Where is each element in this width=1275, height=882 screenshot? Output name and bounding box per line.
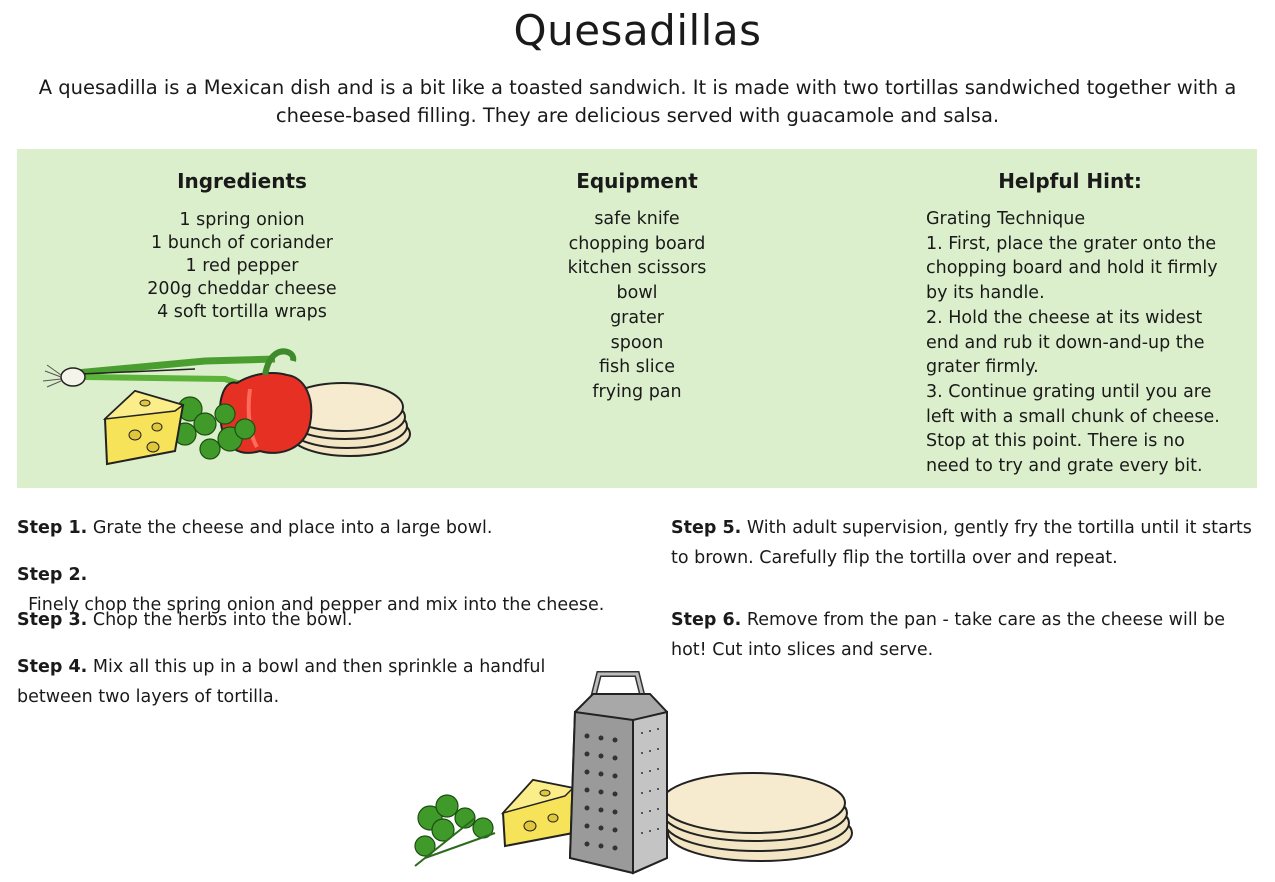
list-item: spoon [610,332,664,353]
hint-point: 2. Hold the cheese at its widest end and rub it down-and-up the grater firmly. [926,307,1205,378]
list-item: 1 bunch of coriander [151,233,333,253]
cheese-wedge-icon [105,391,183,464]
list-item: grater [610,307,664,328]
list-item: 1 spring onion [179,210,305,230]
list-item: 4 soft tortilla wraps [157,302,327,322]
ingredients-heading: Ingredients [177,169,307,193]
step-4: Step 4. Mix all this up in a bowl and then sprinkle a handful between two layers of tortilla. [17,657,546,707]
page-title: Quesadillas [513,6,762,55]
hint-heading: Helpful Hint: [998,169,1142,193]
step-3: Step 3. Chop the herbs into the bowl. [17,610,353,630]
intro-paragraph: A quesadilla is a Mexican dish and is a bit like a toasted sandwich. It is made with two tortillas sandwiched together with a cheese-based filling. They are delicious served with guacamole and salsa. [38,76,1237,127]
list-item: safe knife [594,209,680,229]
step-2: Step 2. Finely chop the spring onion and pepper and mix into the cheese. [17,565,605,615]
step-6: Step 6. Remove from the pan - take care as the cheese will be hot! Cut into slices and serve. [671,610,1225,660]
info-panel [17,149,1257,488]
coriander-icon [415,795,495,866]
hint-point: 3. Continue grating until you are left with a small chunk of cheese. Stop at this point. There is no need to try and grate every bit. [926,381,1220,477]
tortilla-stack-icon [661,773,852,861]
list-item: kitchen scissors [567,258,707,279]
hint-point: 1. First, place the grater onto the chopping board and hold it firmly by its handle. [926,233,1218,304]
equipment-illustration [405,668,865,878]
list-item: chopping board [568,233,706,254]
step-1: Step 1. Grate the cheese and place into a large bowl. [17,518,493,538]
list-item: bowl [616,283,658,304]
list-item: 1 red pepper [185,256,299,276]
hint-text [926,207,1226,479]
hint-subtitle: Grating Technique [926,209,1086,229]
ingredients-illustration [25,339,425,469]
step-5: Step 5. With adult supervision, gently fry the tortilla until it starts to brown. Carefully flip the tortilla over and repeat. [671,518,1252,568]
ingredients-list [127,209,357,324]
equipment-heading: Equipment [576,169,698,193]
list-item: frying pan [592,381,682,402]
cheese-wedge-icon [503,780,573,846]
list-item: fish slice [598,357,676,378]
grater-icon [570,674,667,873]
equipment-list [527,207,747,405]
list-item: 200g cheddar cheese [147,279,337,299]
